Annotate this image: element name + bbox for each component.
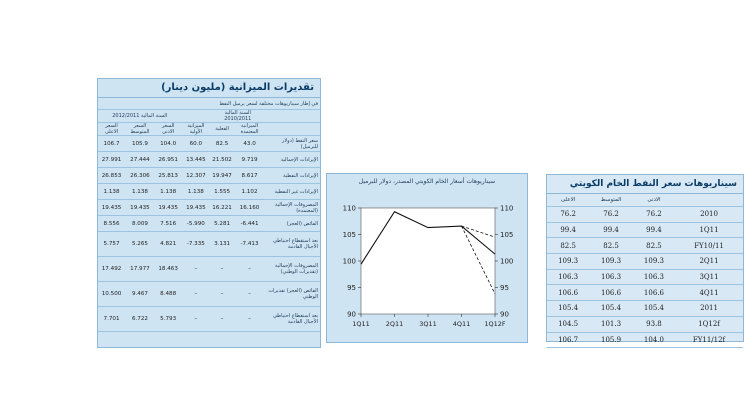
budget-cell: 1.138 <box>125 184 155 200</box>
budget-cell: 19.435 <box>125 200 155 216</box>
y-tick-label-right: 100 <box>500 257 514 266</box>
budget-cell: -7.413 <box>234 232 265 257</box>
budget-row-label: الإيرادات غير النفطية <box>265 184 320 200</box>
x-tick-label: 2Q11 <box>385 320 404 328</box>
budget-cell: 1.555 <box>210 184 234 200</box>
oil-cell: 106.3 <box>589 269 633 285</box>
budget-cell: 19.947 <box>210 168 234 184</box>
budget-row <box>98 307 320 332</box>
oil-scenarios-panel <box>546 174 744 342</box>
budget-table <box>98 98 320 332</box>
budget-cell: 104.0 <box>155 136 182 152</box>
oil-row <box>547 332 743 348</box>
oil-cell: 106.6 <box>589 285 633 301</box>
budget-cell: – <box>181 307 210 332</box>
oil-cell: 76.2 <box>547 207 589 223</box>
budget-cell: – <box>210 307 234 332</box>
budget-cell: 5.757 <box>98 232 125 257</box>
chart-title: سيناريوهات أسعار الخام الكويتي المصدر، دولار للبرميل <box>358 178 496 185</box>
budget-group-row <box>98 110 320 123</box>
budget-row-label: الفائض (العجز) تقديرات الوطني <box>265 282 320 307</box>
budget-row <box>98 282 320 307</box>
oil-col-header: الاعلى <box>547 194 589 207</box>
plot-area <box>361 208 495 314</box>
budget-row <box>98 168 320 184</box>
oil-cell: 104.5 <box>547 316 589 332</box>
oil-row <box>547 238 743 254</box>
budget-cell: 1.138 <box>181 184 210 200</box>
budget-cell: 7.701 <box>98 307 125 332</box>
x-tick-label: 4Q11 <box>452 320 471 328</box>
oil-cell: 105.9 <box>589 332 633 348</box>
oil-cell: 109.3 <box>547 254 589 270</box>
budget-cell: 19.435 <box>155 200 182 216</box>
budget-cell: 19.435 <box>98 200 125 216</box>
budget-cell: 8.488 <box>155 282 182 307</box>
oil-row <box>547 301 743 317</box>
budget-panel <box>97 78 321 348</box>
budget-row <box>98 216 320 232</box>
oil-table <box>547 194 743 348</box>
budget-cell: – <box>210 257 234 282</box>
group-2010: السنة المالية 2010/2011 <box>210 110 265 123</box>
budget-cell: 7.516 <box>155 216 182 232</box>
budget-cell: 27.444 <box>125 152 155 168</box>
budget-cell: 8.617 <box>234 168 265 184</box>
y-tick-label: 95 <box>347 284 356 292</box>
oil-cell: 105.4 <box>633 301 675 317</box>
budget-row <box>98 184 320 200</box>
budget-cell: 17.977 <box>125 257 155 282</box>
x-tick-label: 3Q11 <box>419 320 437 328</box>
budget-cell: 27.991 <box>98 152 125 168</box>
budget-cell: 4.821 <box>155 232 182 257</box>
budget-cell: -5.990 <box>181 216 210 232</box>
budget-title: تقديرات الميزانية (مليون دينار) <box>98 79 320 98</box>
budget-cell: 82.5 <box>210 136 234 152</box>
oil-period: FY10/11 <box>675 238 743 254</box>
budget-cell: 16.160 <box>234 200 265 216</box>
budget-cell: 18.463 <box>155 257 182 282</box>
y-tick-label: 90 <box>347 310 356 319</box>
budget-row-label: بعد استقطاع احتياطي الأجيال القادمة <box>265 232 320 257</box>
budget-cell: 9.719 <box>234 152 265 168</box>
budget-cell: – <box>234 282 265 307</box>
budget-cell: 13.445 <box>181 152 210 168</box>
oil-cell: 106.3 <box>633 269 675 285</box>
y-tick-label: 110 <box>342 204 356 213</box>
budget-cell: 17.492 <box>98 257 125 282</box>
oil-cell: 99.4 <box>589 222 633 238</box>
x-tick-label: 1Q11 <box>352 320 370 328</box>
oil-cell: 93.8 <box>633 316 675 332</box>
budget-cell: 26.306 <box>125 168 155 184</box>
budget-cell: 1.102 <box>234 184 265 200</box>
oil-header-row <box>547 194 743 207</box>
oil-col-header: الادنى <box>633 194 675 207</box>
budget-cell: 5.281 <box>210 216 234 232</box>
budget-cell: 8.009 <box>125 216 155 232</box>
budget-subtitle: في إطار سيناريوهات مختلفة لسعر برميل النفط <box>98 98 320 110</box>
oil-col-header: المتوسط <box>589 194 633 207</box>
budget-cell: 5.265 <box>125 232 155 257</box>
budget-cell: 3.131 <box>210 232 234 257</box>
oil-cell: 99.4 <box>633 222 675 238</box>
budget-row <box>98 152 320 168</box>
budget-header-row <box>98 123 320 136</box>
budget-cell: 21.502 <box>210 152 234 168</box>
budget-cell: – <box>210 282 234 307</box>
y-tick-label-right: 90 <box>500 310 509 319</box>
oil-period: 2Q11 <box>675 254 743 270</box>
oil-row <box>547 269 743 285</box>
budget-row-label: المصروفات الإجمالية (تقديرات الوطني) <box>265 257 320 282</box>
budget-cell: – <box>181 257 210 282</box>
oil-cell: 106.6 <box>633 285 675 301</box>
budget-row-label: سعر النفط (دولار للبرميل) <box>265 136 320 152</box>
oil-period: 3Q11 <box>675 269 743 285</box>
budget-cell: -6.441 <box>234 216 265 232</box>
budget-cell: 25.813 <box>155 168 182 184</box>
budget-row-label: الفائض (العجز) <box>265 216 320 232</box>
oil-cell: 76.2 <box>589 207 633 223</box>
oil-cell: 76.2 <box>633 207 675 223</box>
budget-cell: 1.138 <box>155 184 182 200</box>
col-header: الميزانية الأولية <box>181 123 210 136</box>
budget-cell: -7.335 <box>181 232 210 257</box>
budget-cell: 26.853 <box>98 168 125 184</box>
budget-cell: 106.7 <box>98 136 125 152</box>
x-tick-label: 1Q12F <box>484 320 506 328</box>
col-header: السعر المتوسط <box>125 123 155 136</box>
chart-svg <box>327 174 527 342</box>
oil-row <box>547 254 743 270</box>
budget-row <box>98 257 320 282</box>
budget-cell: 6.722 <box>125 307 155 332</box>
y-tick-label: 105 <box>342 231 356 239</box>
budget-cell: – <box>181 282 210 307</box>
oil-cell: 106.7 <box>547 332 589 348</box>
budget-cell: – <box>234 307 265 332</box>
oil-period: 4Q11 <box>675 285 743 301</box>
oil-row <box>547 222 743 238</box>
oil-cell: 105.4 <box>589 301 633 317</box>
oil-price-chart <box>326 173 528 343</box>
y-tick-label-right: 105 <box>500 231 514 239</box>
oil-period: 1Q12f <box>675 316 743 332</box>
budget-cell: 43.0 <box>234 136 265 152</box>
budget-subtitle-row <box>98 98 320 110</box>
oil-row <box>547 285 743 301</box>
budget-row-label: الإيرادات النفطية <box>265 168 320 184</box>
budget-cell: 5.793 <box>155 307 182 332</box>
budget-cell: 10.500 <box>98 282 125 307</box>
budget-cell: 19.435 <box>181 200 210 216</box>
oil-title: سيناريوهات سعر النفط الخام الكويتي <box>547 175 743 194</box>
col-header: السعر الاعلى <box>98 123 125 136</box>
col-header: الفعلية <box>210 123 234 136</box>
oil-col-header <box>675 194 743 207</box>
oil-cell: 105.4 <box>547 301 589 317</box>
budget-row <box>98 232 320 257</box>
budget-row-label: المصروفات الإجمالية (المعتمدة) <box>265 200 320 216</box>
oil-cell: 99.4 <box>547 222 589 238</box>
y-tick-label-right: 110 <box>500 204 514 213</box>
oil-cell: 82.5 <box>633 238 675 254</box>
oil-row <box>547 316 743 332</box>
oil-cell: 82.5 <box>547 238 589 254</box>
col-header: السعر الادنى <box>155 123 182 136</box>
budget-row-label: الإيرادات الإجمالية <box>265 152 320 168</box>
budget-row <box>98 136 320 152</box>
y-tick-label-right: 95 <box>500 284 509 292</box>
budget-cell: 1.138 <box>98 184 125 200</box>
oil-cell: 106.6 <box>547 285 589 301</box>
group-2012: السنة المالية 2012/2011 <box>98 110 181 123</box>
budget-row-label: بعد استقطاع احتياطي الأجيال القادمة <box>265 307 320 332</box>
budget-cell: 60.0 <box>181 136 210 152</box>
budget-cell: – <box>234 257 265 282</box>
oil-period: 2010 <box>675 207 743 223</box>
budget-cell: 26.951 <box>155 152 182 168</box>
budget-cell: 16.221 <box>210 200 234 216</box>
oil-cell: 109.3 <box>589 254 633 270</box>
oil-cell: 101.3 <box>589 316 633 332</box>
oil-cell: 106.3 <box>547 269 589 285</box>
budget-cell: 9.467 <box>125 282 155 307</box>
y-tick-label: 100 <box>342 257 356 266</box>
oil-cell: 109.3 <box>633 254 675 270</box>
budget-cell: 12.307 <box>181 168 210 184</box>
oil-cell: 82.5 <box>589 238 633 254</box>
oil-row <box>547 207 743 223</box>
budget-cell: 105.9 <box>125 136 155 152</box>
oil-cell: 104.0 <box>633 332 675 348</box>
oil-period: FY11/12f <box>675 332 743 348</box>
oil-period: 1Q11 <box>675 222 743 238</box>
oil-period: 2011 <box>675 301 743 317</box>
budget-row <box>98 200 320 216</box>
col-header: الميزانية المعتمدة <box>234 123 265 136</box>
budget-cell: 8.556 <box>98 216 125 232</box>
